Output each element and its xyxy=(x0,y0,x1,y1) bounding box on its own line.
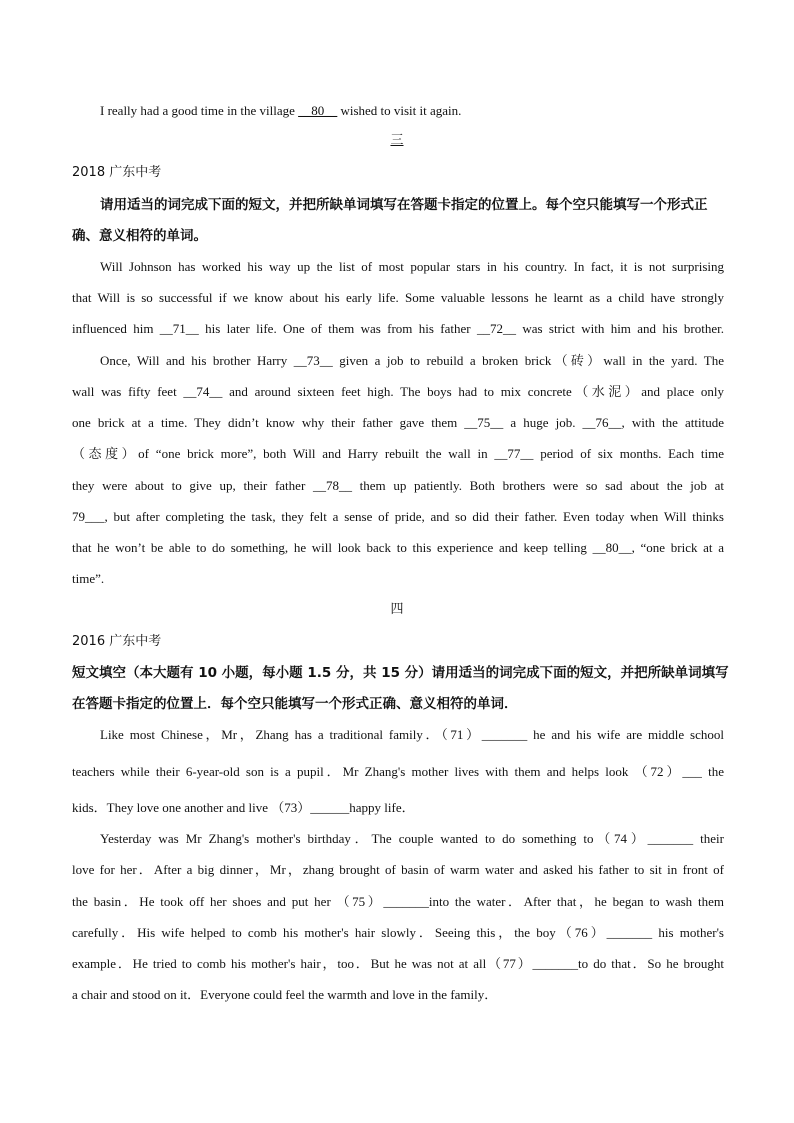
passage-line: kids．They love one another and live （73）______happy life． xyxy=(72,800,415,815)
passage-line: that Will is so successful if we know about his early life. Some valuable lessons he learnt as a child have strongly xyxy=(72,290,724,305)
section-3-source: 2018 广东中考 xyxy=(72,165,162,180)
passage-line: teachers while their 6-year-old son is a pupil．Mr Zhang's mother lives with them and helps look （72）___ the xyxy=(72,764,724,779)
passage-line: Yesterday was Mr Zhang's mother's birthday．The couple wanted to do something to（74）_______ their xyxy=(100,831,724,846)
passage-text: wished to visit it again. xyxy=(337,103,462,118)
passage-line: （态度）of “one brick more”, both Will and Harry rebuilt the wall in __77__ period of six months. Each time xyxy=(72,446,724,461)
section-3-number: 三 xyxy=(390,133,404,148)
passage-line: carefully．His wife helped to comb his mother's hair slowly．Seeing this，the boy（76）_______ his mother's xyxy=(72,925,724,940)
section-4-number: 四 xyxy=(390,602,404,617)
passage-line: time”. xyxy=(72,571,105,586)
passage-line: a chair and stood on it．Everyone could feel the warmth and love in the family． xyxy=(72,987,498,1002)
section-4-instruction-cont: 在答题卡指定的位置上．每个空只能填写一个形式正确、意义相符的单词． xyxy=(72,696,518,712)
section-3-instruction-cont: 确、意义相符的单词。 xyxy=(72,228,207,244)
blank-80: __80__ xyxy=(298,103,338,118)
section-4-instruction: 短文填空（本大题有 10 小题，每小题 1.5 分，共 15 分）请用适当的词完成下面的短文，并把所缺单词填写 xyxy=(72,665,729,681)
passage-line: influenced him __71__ his later life. One of them was from his father __72__ was strict with him and his brother. xyxy=(72,321,724,336)
passage-line: the basin．He took off her shoes and put her （75）_______into the water．After that，he began to wash them xyxy=(72,894,724,909)
passage-line: Like most Chinese，Mr，Zhang has a traditional family．（71）_______ he and his wife are middle school xyxy=(100,727,724,742)
section-3-instruction: 请用适当的词完成下面的短文，并把所缺单词填写在答题卡指定的位置上。每个空只能填写一个形式正 xyxy=(100,197,708,213)
passage-line: 79___, but after completing the task, they felt a sense of pride, and so did their father. Even today when Will thinks xyxy=(72,509,724,524)
passage-line: example．He tried to comb his mother's hair，too．But he was not at all（77）_______to do that．So he brought xyxy=(72,956,724,971)
passage-line: one brick at a time. They didn’t know why their father gave them __75__ a huge job. __76__, with the attitude xyxy=(72,415,724,430)
passage-line: Once, Will and his brother Harry __73__ given a job to rebuild a broken brick（砖）wall in the yard. The xyxy=(100,353,724,368)
passage-line: Will Johnson has worked his way up the list of most popular stars in his country. In fact, it is not surprising xyxy=(100,259,724,274)
section-4-source: 2016 广东中考 xyxy=(72,634,162,649)
passage-line: love for her．After a big dinner，Mr，zhang brought of basin of warm water and asked his father to sit in front of xyxy=(72,862,724,877)
passage-line: wall was fifty feet __74__ and around sixteen feet high. The boys had to mix concrete（水泥）and place only xyxy=(72,384,724,399)
passage-text: I really had a good time in the village xyxy=(100,103,299,118)
passage-line: that he won’t be able to do something, he will look back to this experience and keep telling __80__, “one brick at a xyxy=(72,540,724,555)
passage-line xyxy=(100,103,724,119)
passage-line: they were about to give up, their father __78__ them up patiently. Both brothers were so sad about the job at xyxy=(72,478,724,493)
